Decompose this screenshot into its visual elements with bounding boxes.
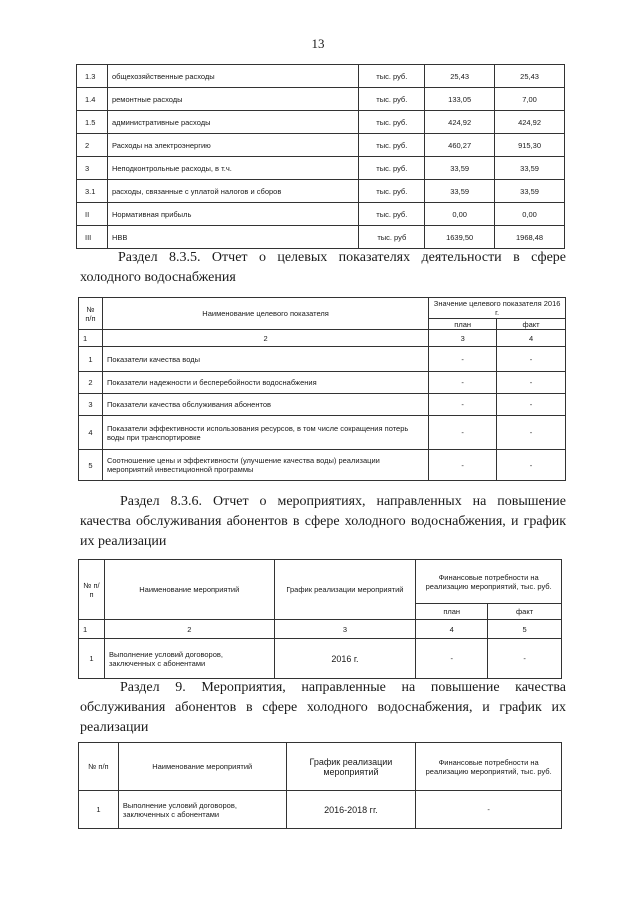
row-schedule: 2016 г. <box>274 639 416 679</box>
row-name: расходы, связанные с уплатой налогов и сборов <box>107 180 358 203</box>
row-unit: тыс. руб. <box>359 111 425 134</box>
index-cell: 3 <box>274 620 416 639</box>
row-value-2: 25,43 <box>495 65 565 88</box>
table-row <box>77 65 565 88</box>
section-835-heading: Раздел 8.3.5. Отчет о целевых показателях деятельности в сфере холодного водоснабжения <box>80 250 566 285</box>
row-num: 1.5 <box>77 111 108 134</box>
row-fact: - <box>497 394 566 416</box>
row-name: НВВ <box>107 226 358 249</box>
col-name-header: Наименование целевого показателя <box>102 298 428 330</box>
row-value-1: 460,27 <box>425 134 495 157</box>
row-value-1: 424,92 <box>425 111 495 134</box>
row-fact: - <box>497 372 566 394</box>
index-cell: 1 <box>79 330 103 347</box>
row-value-1: 33,59 <box>425 180 495 203</box>
row-unit: тыс. руб. <box>359 157 425 180</box>
row-name: Расходы на электроэнергию <box>107 134 358 157</box>
col-plan-header: план <box>429 319 497 330</box>
section-836-heading: Раздел 8.3.6. Отчет о мероприятиях, направленных на повышение качества обслуживания абонентов в сфере холодного водоснабжения, и график их реализации <box>80 494 566 549</box>
row-finance: - <box>416 791 562 829</box>
row-name: Неподконтрольные расходы, в т.ч. <box>107 157 358 180</box>
row-name: Показатели надежности и бесперебойности водоснабжения <box>102 372 428 394</box>
table-row <box>77 111 565 134</box>
row-unit: тыс. руб. <box>359 88 425 111</box>
row-num: 1 <box>79 639 105 679</box>
table-row <box>77 157 565 180</box>
index-cell: 2 <box>102 330 428 347</box>
col-plan-header: план <box>416 604 488 620</box>
row-plan: - <box>429 394 497 416</box>
row-value-2: 7,00 <box>495 88 565 111</box>
index-cell: 1 <box>79 620 105 639</box>
row-name: Нормативная прибыль <box>107 203 358 226</box>
row-unit: тыс. руб. <box>359 203 425 226</box>
page-number: 13 <box>311 36 325 51</box>
activities-report-table <box>78 559 562 679</box>
row-num: 1.4 <box>77 88 108 111</box>
row-name: общехозяйственные расходы <box>107 65 358 88</box>
activities-plan-table <box>78 742 562 829</box>
row-name: Показатели качества воды <box>102 347 428 372</box>
row-num: III <box>77 226 108 249</box>
col-num-header: № п/п <box>79 560 105 620</box>
col-value-header: Значение целевого показателя 2016 г. <box>429 298 566 319</box>
col-finance-header: Финансовые потребности на реализацию мероприятий, тыс. руб. <box>416 560 562 604</box>
row-fact: - <box>497 347 566 372</box>
row-fact: - <box>497 450 566 481</box>
row-value-2: 915,30 <box>495 134 565 157</box>
costs-table <box>76 64 565 249</box>
col-fact-header: факт <box>488 604 562 620</box>
table-row <box>79 347 566 372</box>
row-schedule: 2016-2018 гг. <box>286 791 416 829</box>
col-schedule-header: График реализации мероприятий <box>274 560 416 620</box>
row-name: административные расходы <box>107 111 358 134</box>
row-name: Показатели эффективности использования ресурсов, в том числе сокращения потерь воды при транспортировке <box>102 416 428 450</box>
row-unit: тыс. руб. <box>359 134 425 157</box>
row-name: ремонтные расходы <box>107 88 358 111</box>
table-row <box>77 203 565 226</box>
row-name: Выполнение условий договоров, заключенных с абонентами <box>118 791 286 829</box>
row-value-1: 1639,50 <box>425 226 495 249</box>
col-finance-header: Финансовые потребности на реализацию мероприятий, тыс. руб. <box>416 743 562 791</box>
table-row <box>79 639 562 679</box>
row-value-1: 25,43 <box>425 65 495 88</box>
row-fact: - <box>497 416 566 450</box>
row-plan: - <box>429 372 497 394</box>
row-value-2: 33,59 <box>495 180 565 203</box>
table-row <box>79 394 566 416</box>
row-unit: тыс. руб. <box>359 65 425 88</box>
row-num: 5 <box>79 450 103 481</box>
row-num: II <box>77 203 108 226</box>
row-unit: тыс. руб <box>359 226 425 249</box>
row-value-2: 33,59 <box>495 157 565 180</box>
row-plan: - <box>429 347 497 372</box>
row-unit: тыс. руб. <box>359 180 425 203</box>
row-num: 3.1 <box>77 180 108 203</box>
table-row <box>79 416 566 450</box>
row-name: Показатели качества обслуживания абонентов <box>102 394 428 416</box>
row-num: 1 <box>79 347 103 372</box>
index-cell: 3 <box>429 330 497 347</box>
table-row <box>77 134 565 157</box>
col-num-header: № п/п <box>79 298 103 330</box>
row-name: Выполнение условий договоров, заключенных с абонентами <box>104 639 274 679</box>
row-value-1: 33,59 <box>425 157 495 180</box>
col-name-header: Наименование мероприятий <box>104 560 274 620</box>
row-num: 1.3 <box>77 65 108 88</box>
row-num: 4 <box>79 416 103 450</box>
section-9-heading: Раздел 9. Мероприятия, направленные на повышение качества обслуживания абонентов в сфере холодного водоснабжения, и график их реализации <box>80 680 566 735</box>
row-plan: - <box>429 416 497 450</box>
index-cell: 2 <box>104 620 274 639</box>
table-row <box>77 226 565 249</box>
col-schedule-header: График реализации мероприятий <box>286 743 416 791</box>
col-num-header: № п/п <box>79 743 119 791</box>
index-cell: 4 <box>497 330 566 347</box>
row-num: 2 <box>77 134 108 157</box>
row-value-2: 424,92 <box>495 111 565 134</box>
row-num: 2 <box>79 372 103 394</box>
table-row <box>79 791 562 829</box>
row-value-2: 0,00 <box>495 203 565 226</box>
table-row <box>79 372 566 394</box>
table-row <box>79 450 566 481</box>
indicators-table <box>78 297 566 481</box>
col-name-header: Наименование мероприятий <box>118 743 286 791</box>
row-value-1: 133,05 <box>425 88 495 111</box>
index-cell: 4 <box>416 620 488 639</box>
col-fact-header: факт <box>497 319 566 330</box>
table-row <box>77 180 565 203</box>
row-value-1: 0,00 <box>425 203 495 226</box>
row-value-2: 1968,48 <box>495 226 565 249</box>
row-num: 1 <box>79 791 119 829</box>
row-fact: - <box>488 639 562 679</box>
row-name: Соотношение цены и эффективности (улучшение качества воды) реализации мероприятий инвестиционной программы <box>102 450 428 481</box>
row-num: 3 <box>79 394 103 416</box>
row-num: 3 <box>77 157 108 180</box>
row-plan: - <box>416 639 488 679</box>
row-plan: - <box>429 450 497 481</box>
index-cell: 5 <box>488 620 562 639</box>
table-row <box>77 88 565 111</box>
